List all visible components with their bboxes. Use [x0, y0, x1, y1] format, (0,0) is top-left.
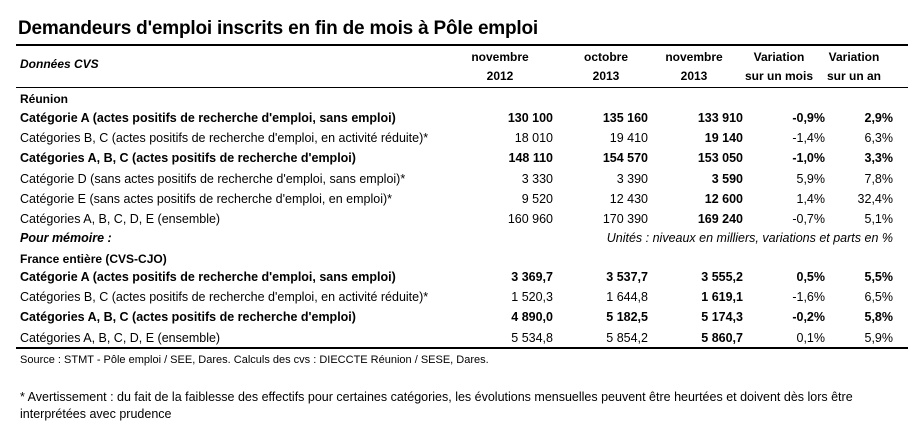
cell-value: -1,6%	[792, 290, 825, 305]
cell-value: 6,5%	[864, 290, 893, 305]
cell-value: 5 182,5	[606, 310, 648, 325]
column-header-1-line-2: 2012	[486, 69, 514, 83]
cell-value: 160 960	[507, 212, 553, 226]
cell-value: 32,4%	[857, 191, 893, 206]
column-header-3-line-1: novembre	[665, 50, 723, 64]
cell-value: 130 100	[507, 111, 553, 125]
row-label: Catégorie D (sans actes positifs de recherche d'emploi, sans emploi)*	[20, 171, 406, 186]
cell-value: 3 390	[616, 171, 648, 186]
column-header-3-line-2: 2013	[680, 69, 708, 83]
cell-value: -1,0%	[792, 151, 825, 166]
cell-value: 5 174,3	[701, 310, 743, 325]
cell-value: 19 140	[704, 131, 743, 146]
cell-value: 5 534,8	[511, 330, 553, 345]
cell-value: 6,3%	[864, 131, 893, 146]
cell-value: -0,2%	[792, 310, 825, 325]
cell-value: 5 860,7	[701, 330, 743, 345]
cell-value: 5,8%	[864, 310, 893, 325]
cell-value: 4 890,0	[511, 310, 553, 325]
warning-note-line2: interprétées avec prudence	[20, 407, 172, 421]
cell-value: 18 010	[514, 131, 553, 146]
section2-title: France entière (CVS-CJO)	[20, 252, 167, 266]
cell-value: 5,5%	[864, 270, 893, 284]
cell-value: -0,9%	[792, 111, 825, 125]
top-rule	[16, 44, 908, 46]
cell-value: 2,9%	[864, 111, 893, 125]
row-label: Catégories A, B, C, D, E (ensemble)	[20, 330, 221, 345]
cell-value: 0,1%	[796, 330, 825, 345]
table-title: Demandeurs d'emploi inscrits en fin de mois à Pôle emploi	[18, 18, 538, 39]
cell-value: 9 520	[521, 191, 553, 206]
row-label: Catégories A, B, C, D, E (ensemble)	[20, 212, 221, 226]
cell-value: 12 430	[609, 191, 648, 206]
cell-value: 5,9%	[864, 330, 893, 345]
cell-value: 1 644,8	[606, 290, 648, 305]
cell-value: 5,1%	[864, 212, 893, 226]
cell-value: 3,3%	[864, 151, 893, 166]
cell-value: 3 537,7	[606, 270, 648, 284]
cell-value: 3 590	[711, 171, 743, 186]
column-header-5-line-2: sur un an	[826, 69, 881, 83]
memo-label: Pour mémoire :	[20, 231, 112, 245]
row-label: Catégories A, B, C (actes positifs de recherche d'emploi)	[20, 151, 356, 166]
cell-value: 5 854,2	[606, 330, 648, 345]
cell-value: 12 600	[704, 191, 743, 206]
column-header-2-line-1: octobre	[583, 50, 628, 64]
cell-value: 3 330	[521, 171, 553, 186]
cell-value: 133 910	[697, 111, 743, 125]
data-type-label: Données CVS	[20, 57, 99, 71]
row-label: Catégorie A (actes positifs de recherche d'emploi, sans emploi)	[20, 111, 396, 125]
cell-value: 0,5%	[796, 270, 825, 284]
row-label: Catégories A, B, C (actes positifs de recherche d'emploi)	[20, 310, 356, 325]
cell-value: 19 410	[609, 131, 648, 146]
cell-value: 1 520,3	[511, 290, 553, 305]
cell-value: 1 619,1	[701, 290, 743, 305]
cell-value: 148 110	[508, 151, 553, 166]
row-label: Catégorie E (sans actes positifs de recherche d'emploi, en emploi)*	[20, 191, 393, 206]
column-header-1-line-1: novembre	[471, 50, 529, 64]
units-note: Unités : niveaux en milliers, variations et parts en %	[606, 231, 893, 245]
cell-value: 153 050	[697, 151, 743, 166]
cell-value: 3 555,2	[701, 270, 743, 284]
cell-value: 1,4%	[796, 191, 825, 206]
cell-value: 3 369,7	[511, 270, 553, 284]
header-rule	[16, 87, 908, 88]
row-label: Catégories B, C (actes positifs de recherche d'emploi, en activité réduite)*	[20, 131, 429, 146]
section1-title: Réunion	[20, 92, 68, 106]
row-label: Catégories B, C (actes positifs de recherche d'emploi, en activité réduite)*	[20, 290, 429, 305]
cell-value: 169 240	[697, 212, 743, 226]
cell-value: 7,8%	[864, 171, 893, 186]
cell-value: 135 160	[602, 111, 648, 125]
cell-value: 170 390	[602, 212, 648, 226]
cell-value: -1,4%	[792, 131, 825, 146]
cell-value: 5,9%	[796, 171, 825, 186]
column-header-2-line-2: 2013	[592, 69, 620, 83]
warning-note-line1: * Avertissement : du fait de la faiblesse des effectifs pour certaines catégories, les évolutions mensuelles peuvent être heurtées et doivent dès lors être	[20, 390, 853, 404]
column-header-4-line-2: sur un mois	[744, 69, 813, 83]
column-header-4-line-1: Variation	[753, 50, 805, 64]
bottom-rule	[16, 347, 908, 349]
source-note: Source : STMT - Pôle emploi / SEE, Dares. Calculs des cvs : DIECCTE Réunion / SESE, Dares.	[20, 354, 489, 366]
cell-value: 154 570	[602, 151, 648, 166]
cell-value: -0,7%	[792, 212, 825, 226]
row-label: Catégorie A (actes positifs de recherche d'emploi, sans emploi)	[20, 270, 396, 284]
column-header-5-line-1: Variation	[828, 50, 880, 64]
